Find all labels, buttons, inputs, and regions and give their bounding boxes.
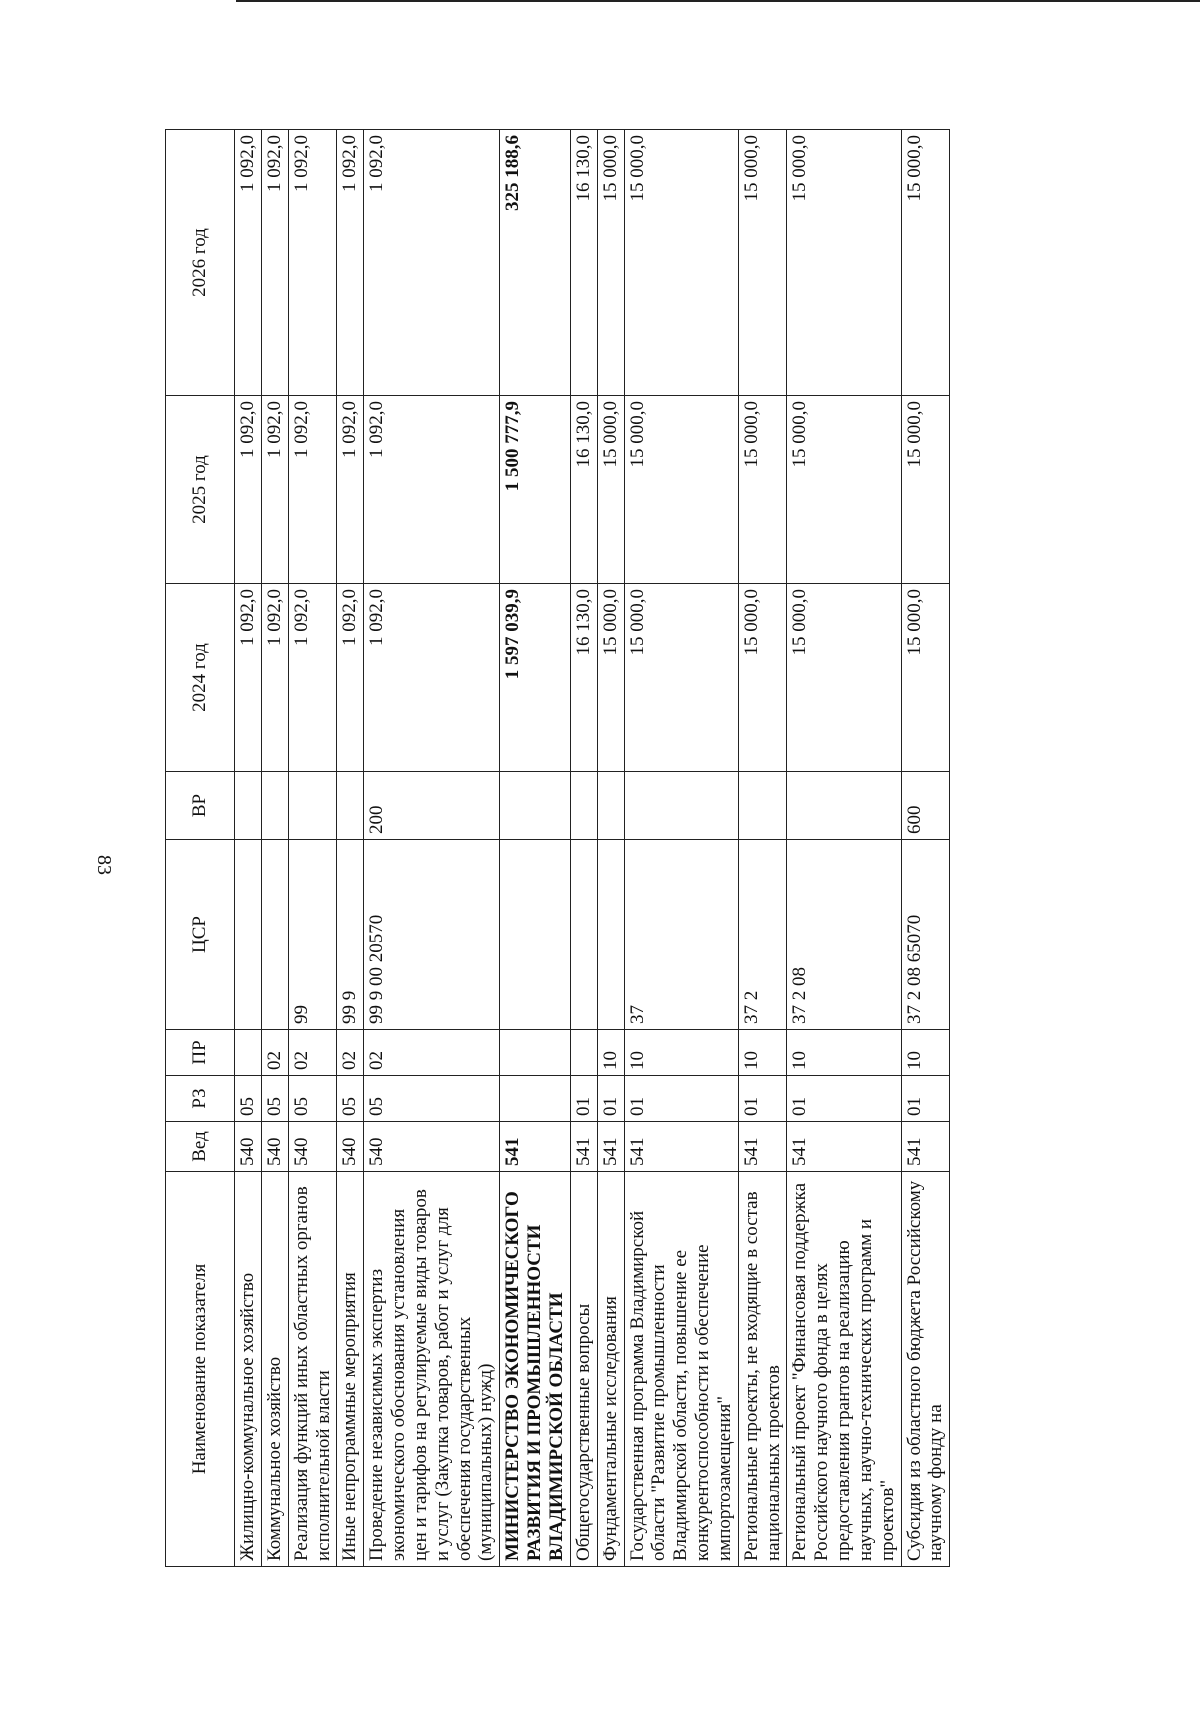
cell-2025: 1 092,0: [337, 396, 364, 584]
table-row: [337, 130, 364, 1567]
cell-name: Реализация функций иных областных органов исполнительной власти: [288, 1172, 337, 1567]
cell-name: Субсидия из областного бюджета Российскому научному фонду на: [901, 1172, 950, 1567]
cell-pr: 10: [787, 1030, 901, 1076]
cell-name: Региональные проекты, не входящие в состав национальных проектов: [738, 1172, 787, 1567]
header-csr: ЦСР: [166, 840, 235, 1030]
cell-2024: 15 000,0: [901, 584, 950, 772]
cell-name: Региональный проект "Финансовая поддержка Российского научного фонда в целях предоставления грантов на реализацию научных, научно-технических программ и проектов": [787, 1172, 901, 1567]
cell-2025: 1 092,0: [364, 396, 500, 584]
cell-2026: 16 130,0: [570, 130, 597, 396]
cell-csr: 37 2 08 65070: [901, 840, 950, 1030]
cell-ved: 541: [570, 1122, 597, 1172]
cell-csr: 37 2: [738, 840, 787, 1030]
table-header-row: [166, 130, 235, 1567]
cell-vr: [288, 772, 337, 840]
cell-2024: 15 000,0: [597, 584, 624, 772]
top-border-line: [236, 0, 1200, 2]
cell-2025: 16 130,0: [570, 396, 597, 584]
cell-csr: 99 9: [337, 840, 364, 1030]
cell-name: Жилищно-коммунальное хозяйство: [235, 1172, 262, 1567]
cell-csr: [500, 840, 571, 1030]
cell-vr: [500, 772, 571, 840]
table-row: [364, 130, 500, 1567]
cell-2026: 1 092,0: [288, 130, 337, 396]
cell-ved: 540: [364, 1122, 500, 1172]
cell-ved: 541: [624, 1122, 738, 1172]
cell-2026: 1 092,0: [337, 130, 364, 396]
cell-pr: [570, 1030, 597, 1076]
cell-rz: 05: [364, 1076, 500, 1122]
cell-2026: 15 000,0: [624, 130, 738, 396]
cell-vr: [787, 772, 901, 840]
cell-2026: 15 000,0: [787, 130, 901, 396]
cell-2025: 1 092,0: [261, 396, 288, 584]
cell-2024: 15 000,0: [624, 584, 738, 772]
cell-rz: 05: [235, 1076, 262, 1122]
table-row: [288, 130, 337, 1567]
cell-ved: 541: [901, 1122, 950, 1172]
cell-2025: 15 000,0: [787, 396, 901, 584]
cell-2024: 16 130,0: [570, 584, 597, 772]
cell-2026: 325 188,6: [500, 130, 571, 396]
table-row: [624, 130, 738, 1567]
cell-2024: 1 092,0: [364, 584, 500, 772]
cell-2026: 15 000,0: [738, 130, 787, 396]
cell-2024: 1 092,0: [261, 584, 288, 772]
cell-name: Общегосударственные вопросы: [570, 1172, 597, 1567]
cell-vr: [337, 772, 364, 840]
cell-pr: 10: [597, 1030, 624, 1076]
cell-pr: 10: [624, 1030, 738, 1076]
cell-ved: 540: [261, 1122, 288, 1172]
cell-vr: [235, 772, 262, 840]
cell-rz: 05: [288, 1076, 337, 1122]
cell-2025: 15 000,0: [901, 396, 950, 584]
cell-vr: [597, 772, 624, 840]
table-row: [901, 130, 950, 1567]
cell-pr: 02: [337, 1030, 364, 1076]
cell-vr: 600: [901, 772, 950, 840]
cell-2026: 15 000,0: [901, 130, 950, 396]
header-2025: 2025 год: [166, 396, 235, 584]
cell-2024: 15 000,0: [787, 584, 901, 772]
cell-2025: 15 000,0: [624, 396, 738, 584]
cell-pr: [500, 1030, 571, 1076]
cell-csr: 37: [624, 840, 738, 1030]
cell-2025: 1 092,0: [235, 396, 262, 584]
cell-vr: [738, 772, 787, 840]
cell-2025: 15 000,0: [597, 396, 624, 584]
header-2026: 2026 год: [166, 130, 235, 396]
cell-ved: 541: [597, 1122, 624, 1172]
cell-name: Фундаментальные исследования: [597, 1172, 624, 1567]
table-row: [597, 130, 624, 1567]
table-row: [787, 130, 901, 1567]
cell-rz: 01: [597, 1076, 624, 1122]
cell-2026: 1 092,0: [235, 130, 262, 396]
cell-pr: 10: [738, 1030, 787, 1076]
cell-vr: [570, 772, 597, 840]
cell-rz: 01: [570, 1076, 597, 1122]
cell-pr: 10: [901, 1030, 950, 1076]
cell-ved: 540: [288, 1122, 337, 1172]
cell-ved: 541: [787, 1122, 901, 1172]
cell-vr: [261, 772, 288, 840]
header-2024: 2024 год: [166, 584, 235, 772]
cell-csr: 37 2 08: [787, 840, 901, 1030]
cell-2026: 1 092,0: [261, 130, 288, 396]
cell-2024: 1 092,0: [337, 584, 364, 772]
header-rz: РЗ: [166, 1076, 235, 1122]
cell-rz: 01: [738, 1076, 787, 1122]
cell-rz: 05: [337, 1076, 364, 1122]
table-row: [261, 130, 288, 1567]
cell-pr: 02: [261, 1030, 288, 1076]
cell-csr: 99 9 00 20570: [364, 840, 500, 1030]
cell-ved: 540: [235, 1122, 262, 1172]
table-body: [235, 130, 950, 1567]
budget-table: [165, 129, 950, 1567]
cell-2025: 1 092,0: [288, 396, 337, 584]
header-name: Наименование показателя: [166, 1172, 235, 1567]
cell-rz: 01: [787, 1076, 901, 1122]
cell-2024: 1 092,0: [235, 584, 262, 772]
cell-pr: [235, 1030, 262, 1076]
table-row: [500, 130, 571, 1567]
cell-csr: [261, 840, 288, 1030]
cell-vr: [624, 772, 738, 840]
cell-2025: 1 500 777,9: [500, 396, 571, 584]
table-row: [570, 130, 597, 1567]
cell-2026: 15 000,0: [597, 130, 624, 396]
cell-csr: 99: [288, 840, 337, 1030]
cell-2024: 15 000,0: [738, 584, 787, 772]
cell-name: Иные непрограммные мероприятия: [337, 1172, 364, 1567]
cell-pr: 02: [364, 1030, 500, 1076]
cell-name: МИНИСТЕРСТВО ЭКОНОМИЧЕСКОГО РАЗВИТИЯ И ПРОМЫШЛЕННОСТИ ВЛАДИМИРСКОЙ ОБЛАСТИ: [500, 1172, 571, 1567]
cell-rz: [500, 1076, 571, 1122]
budget-table-container: [165, 130, 1103, 1567]
cell-rz: 01: [901, 1076, 950, 1122]
cell-vr: 200: [364, 772, 500, 840]
cell-2024: 1 597 039,9: [500, 584, 571, 772]
cell-csr: [597, 840, 624, 1030]
cell-csr: [235, 840, 262, 1030]
table-row: [235, 130, 262, 1567]
cell-name: Проведение независимых экспертиз экономического обоснования установления цен и тарифов на регулируемые виды товаров и услуг (Закупка товаров, работ и услуг для обеспечения государственных (муниципальных) нужд): [364, 1172, 500, 1567]
header-vr: ВР: [166, 772, 235, 840]
cell-2024: 1 092,0: [288, 584, 337, 772]
cell-name: Государственная программа Владимирской области "Развитие промышленности Владимирской области, повышение ее конкурентоспособности и обеспечение импортозамещения": [624, 1172, 738, 1567]
header-pr: ПР: [166, 1030, 235, 1076]
cell-ved: 541: [738, 1122, 787, 1172]
cell-pr: 02: [288, 1030, 337, 1076]
cell-rz: 01: [624, 1076, 738, 1122]
cell-2026: 1 092,0: [364, 130, 500, 396]
cell-rz: 05: [261, 1076, 288, 1122]
cell-2025: 15 000,0: [738, 396, 787, 584]
header-ved: Вед: [166, 1122, 235, 1172]
cell-ved: 541: [500, 1122, 571, 1172]
cell-ved: 540: [337, 1122, 364, 1172]
cell-csr: [570, 840, 597, 1030]
page-number: 83: [93, 855, 115, 875]
cell-name: Коммунальное хозяйство: [261, 1172, 288, 1567]
table-row: [738, 130, 787, 1567]
